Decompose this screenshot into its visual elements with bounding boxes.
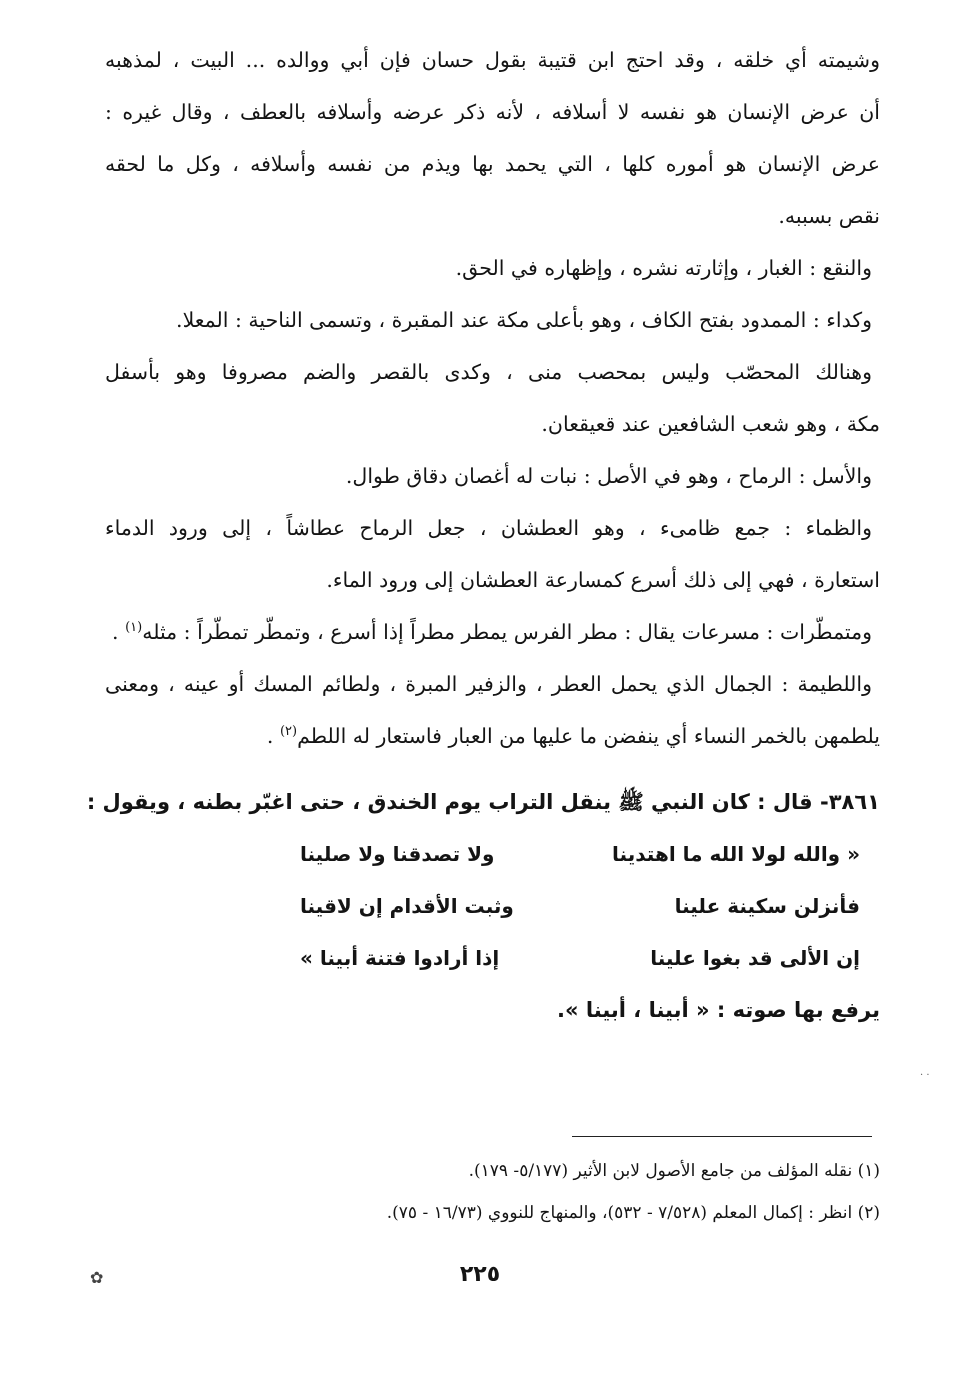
hadith-closing: يرفع بها صوته : « أبينا ، أبينا ». [557, 998, 880, 1022]
verse-row [300, 932, 860, 984]
footnote-2: (٢) انظر : إكمال المعلم (٧/٥٢٨ - ٥٣٢)، والمنهاج للنووي (١٦/٧٣ - ٧٥). [386, 1203, 880, 1223]
hadith-intro: ٣٨٦١- قال : كان النبي ﷺ ينقل التراب يوم الخندق ، حتى اغبّر بطنه ، ويقول : [86, 790, 880, 814]
verse-right: إن الألى قد بغوا علينا [650, 946, 860, 970]
text-line-13: واللطيمة : الجمال الذي يحمل العطر ، والزفير المبرة ، ولطائم المسك أو عينه ، ومعنى [105, 672, 872, 696]
verse-left: وثبت الأقدام إن لاقينا [300, 894, 514, 918]
text-line-4: نقص بسببه. [778, 204, 880, 228]
footnote-1: (١) نقله المؤلف من جامع الأصول لابن الأثير (٥/١٧٧- ١٧٩). [468, 1161, 880, 1181]
verse-right: « والله لولا الله ما اهتدينا [612, 842, 860, 866]
verse-left: إذا أرادوا فتنة أبينا » [300, 946, 500, 970]
scan-mark-icon: ✿ [90, 1268, 104, 1287]
text-line-11: استعارة ، فهي إلى ذلك أسرع كمسارعة العطشان إلى ورود الماء. [326, 568, 880, 592]
text-line-8: مكة ، وهو شعب الشافعين عند قعيقعان. [541, 412, 880, 436]
text-line-14-content: يلطمهن بالخمر النساء أي ينفضن ما عليها من العبار فاستعار له اللطم [297, 724, 880, 748]
footnote-ref-1: (١) [125, 620, 143, 636]
text-line-6: وكداء : الممدود بفتح الكاف ، وهو بأعلى مكة عند المقبرة ، وتسمى الناحية : المعلا. [176, 308, 872, 332]
text-line-1: وشيمته أي خلقه ، وقد احتج ابن قتيبة بقول حسان فإن أبي ووالده ... البيت ، لمذهبه [105, 48, 880, 72]
page-number: ٢٢٥ [459, 1262, 501, 1287]
text-line-5: والنقع : الغبار ، وإثارته نشره ، وإظهاره في الحق. [455, 256, 872, 280]
footnote-divider [572, 1136, 872, 1137]
footnotes [260, 1150, 880, 1234]
text-line-7: وهنالك المحصّب وليس بمحصب منى ، وكدى بالقصر والضم مصروفا وهو بأسفل [105, 360, 872, 384]
poem-verses [300, 828, 860, 984]
verse-left: ولا تصدقنا ولا صلينا [300, 842, 495, 866]
verse-row [300, 828, 860, 880]
text-line-12 [105, 606, 880, 658]
verse-row [300, 880, 860, 932]
text-line-14 [105, 710, 880, 762]
text-line-10: والظماء : جمع ظامىء ، وهو العطشان ، جعل الرماح عطاشاً ، إلى ورود الدماء [105, 516, 872, 540]
verse-right: فأنزلن سكينة علينا [674, 894, 860, 918]
text-line-12-content: ومتمطّرات : مسرعات يقال : مطر الفرس يمطر مطراً إذا أسرع ، وتمطّر تمطّراً : مثله [142, 620, 872, 644]
footnote-ref-2: (٢) [279, 724, 298, 740]
hadith-block [86, 776, 880, 828]
text-line-3: عرض الإنسان هو أموره كلها ، التي يحمد بها ويذم من نفسه وأسلافه ، وكل ما لحقه [105, 152, 880, 176]
text-line-2: أن عرض الإنسان هو نفسه لا أسلافه ، لأنه ذكر عرضه وأسلافه بالعطف ، وقال غيره : [105, 100, 880, 124]
scan-speck-icon: · · [920, 1070, 930, 1081]
text-line-9: والأسل : الرماح ، وهو في الأصل : نبات له أغصان دقاق طوال. [345, 464, 872, 488]
period-mark-2: . [266, 724, 274, 748]
commentary-text [105, 34, 880, 762]
period-mark: . [112, 620, 119, 644]
